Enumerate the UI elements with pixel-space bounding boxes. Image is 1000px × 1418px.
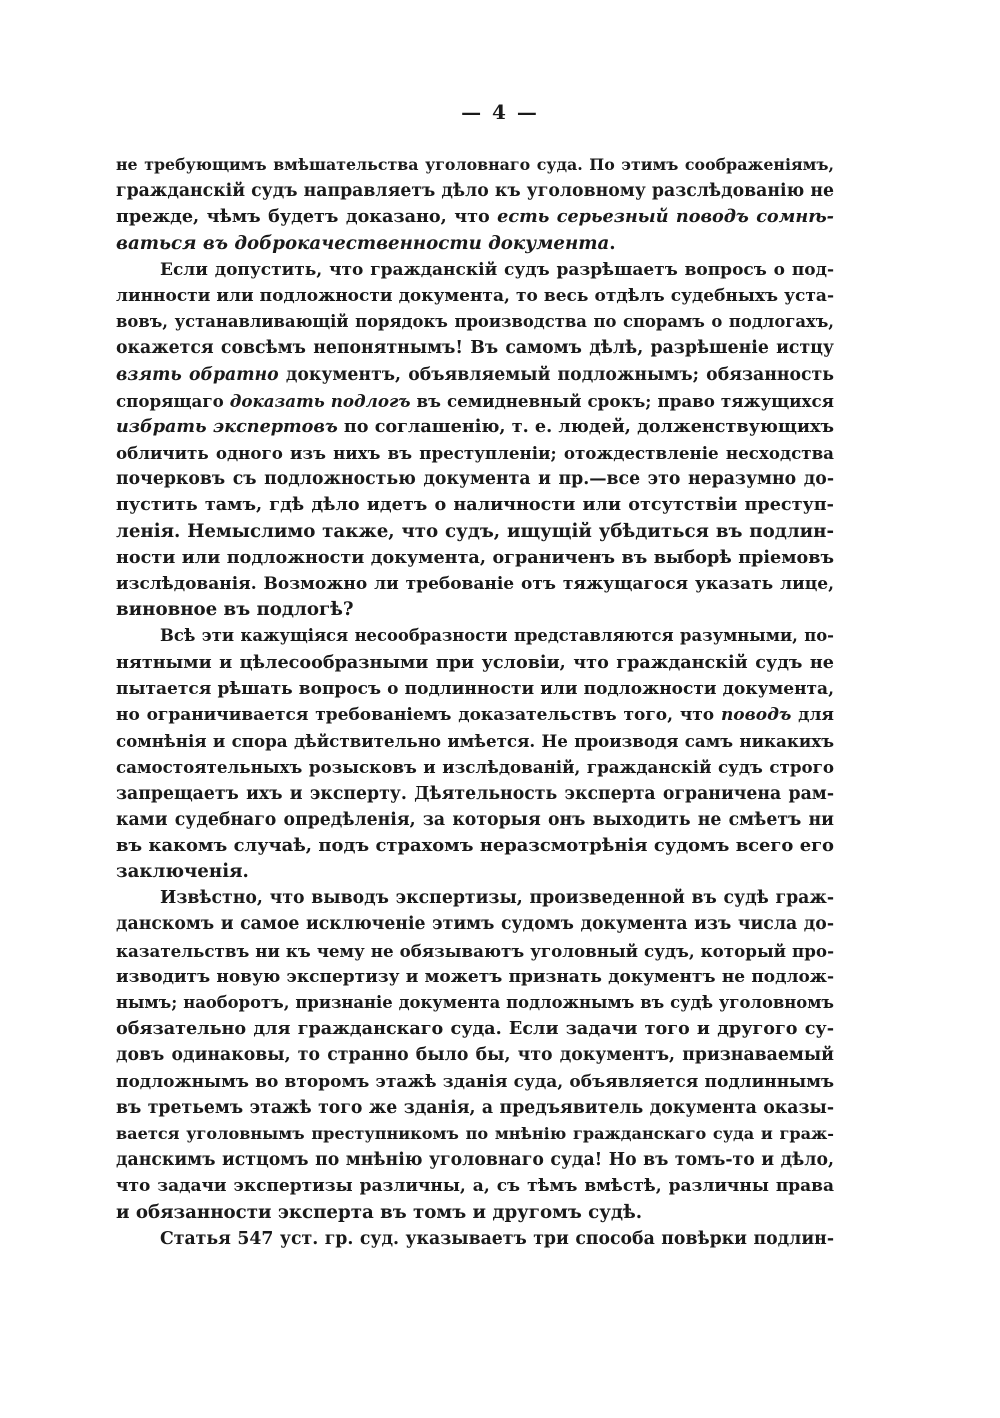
text-segment: нятными и цѣлесообразными при условіи, что гражданскій судъ не	[116, 651, 834, 673]
italic-text: взять обратно	[116, 364, 279, 385]
text-line	[116, 911, 834, 937]
text-line	[116, 309, 834, 335]
text-segment: запрещаетъ ихъ и эксперту. Дѣятельность эксперта ограничена рам-	[116, 783, 834, 804]
text-segment: сомнѣнія и спора дѣйствительно имѣется. Не производя самъ никакихъ	[116, 731, 834, 752]
text-line	[116, 728, 834, 754]
text-segment: казательствъ ни къ чему не обязываютъ уголовный судъ, который про-	[116, 940, 834, 961]
text-line	[116, 938, 834, 964]
text-line	[116, 414, 834, 440]
text-segment: вовъ, устанавливающій порядокъ производства по спорамъ о подлогахъ,	[116, 312, 834, 332]
text-line	[116, 519, 834, 545]
text-segment: виновное въ подлогѣ?	[116, 599, 354, 621]
text-segment: данскимъ истцомъ по мнѣнію уголовнаго суда! Но въ томъ-то и дѣло,	[116, 1150, 834, 1171]
text-segment: по соглашенію, т. е. людей, долженствующихъ	[337, 415, 834, 437]
text-segment: ности или подложности документа, ограниченъ въ выборѣ пріемовъ	[116, 546, 834, 568]
text-segment: что задачи экспертизы различны, а, съ тѣмъ вмѣстѣ, различны права	[116, 1176, 834, 1197]
page-number: — 4 —	[461, 100, 539, 124]
text-line	[116, 702, 834, 728]
text-line	[116, 362, 834, 388]
text-segment: Извѣстно, что выводъ экспертизы, произведенной въ судѣ граж-	[160, 888, 834, 909]
text-segment: нымъ; наоборотъ, признаніе документа подложнымъ въ судѣ уголовномъ	[116, 993, 834, 1012]
text-line	[116, 1147, 834, 1173]
text-segment: почерковъ съ подложностью документа и пр.—все это неразумно до-	[116, 469, 834, 490]
text-segment: подложнымъ во второмъ этажѣ зданія суда, объявляется подлиннымъ	[116, 1071, 834, 1092]
body-text	[116, 152, 834, 1252]
text-segment: .	[609, 232, 616, 254]
text-segment: вается уголовнымъ преступникомъ по мнѣнію гражданскаго суда и граж-	[116, 1123, 834, 1143]
text-segment: для	[791, 704, 834, 725]
text-segment: документъ, объявляемый подложнымъ; обязанность	[278, 364, 834, 385]
text-line	[116, 885, 834, 911]
text-segment: изводитъ новую экспертизу и можетъ признать документъ не подлож-	[116, 966, 834, 987]
text-segment: Если допустить, что гражданскій судъ разрѣшаетъ вопросъ о под-	[160, 259, 834, 280]
text-segment: и обязанности эксперта въ томъ и другомъ судѣ.	[116, 1201, 643, 1223]
text-line	[116, 1121, 834, 1147]
text-line	[116, 178, 834, 204]
italic-text: поводъ	[720, 704, 792, 725]
text-line	[116, 283, 834, 309]
text-segment: прежде, чѣмъ будетъ доказано, что	[116, 206, 498, 228]
text-segment: ленія. Немыслимо также, что судъ, ищущій убѣдиться въ подлин-	[116, 520, 834, 542]
text-segment: обличить одного изъ нихъ въ преступленіи; отождествленіе несходства	[116, 443, 834, 464]
text-line	[116, 388, 834, 414]
italic-text: доказать подлогъ	[229, 390, 411, 411]
text-segment: изслѣдованія. Возможно ли требованіе отъ тяжущагося указать лице,	[116, 574, 834, 594]
text-line	[116, 597, 834, 623]
text-line	[116, 231, 834, 257]
text-line	[116, 1016, 834, 1042]
italic-text: избрать экспертовъ	[116, 415, 338, 437]
text-segment: но ограничивается требованіемъ доказательствъ того, что	[116, 704, 721, 725]
text-line	[116, 650, 834, 676]
text-line	[116, 204, 834, 230]
text-segment: ками судебнаго опредѣленія, за которыя онъ выходить не смѣетъ ни	[116, 809, 834, 830]
text-line	[116, 335, 834, 361]
text-segment: пытается рѣшать вопросъ о подлинности или подложности документа,	[116, 678, 834, 699]
text-line	[116, 781, 834, 807]
text-segment: самостоятельныхъ розысковъ и изслѣдованій, гражданскій судъ строго	[116, 757, 834, 778]
text-segment: въ семидневный срокъ; право тяжущихся	[410, 390, 834, 411]
text-line	[116, 492, 834, 518]
text-segment: окажется совсѣмъ непонятнымъ! Въ самомъ дѣлѣ, разрѣшеніе истцу	[116, 338, 834, 359]
text-line	[116, 1069, 834, 1095]
text-line	[116, 1200, 834, 1226]
text-segment: въ третьемъ этажѣ того же зданія, а предъявитель документа оказы-	[116, 1097, 834, 1118]
text-line	[116, 859, 834, 885]
text-segment: гражданскій судъ направляетъ дѣло къ уголовному разслѣдованію не	[116, 181, 834, 202]
text-line	[116, 990, 834, 1016]
text-segment: довъ одинаковы, то странно было бы, что документъ, признаваемый	[116, 1045, 834, 1066]
text-segment: заключенія.	[116, 861, 249, 883]
text-line	[116, 1042, 834, 1068]
text-line	[116, 676, 834, 702]
text-segment: въ какомъ случаѣ, подъ страхомъ неразсмотрѣнія судомъ всего его	[116, 834, 834, 856]
text-segment: данскомъ и самое исключеніе этимъ судомъ документа изъ числа до-	[116, 914, 834, 935]
text-segment: обязательно для гражданскаго суда. Если задачи того и другого су-	[116, 1018, 834, 1040]
text-line	[116, 1226, 834, 1252]
text-line	[116, 545, 834, 571]
text-line	[116, 440, 834, 466]
text-segment: Статья 547 уст. гр. суд. указываетъ три способа повѣрки подлин-	[160, 1228, 834, 1249]
italic-text: ваться въ доброкачественности документа	[116, 232, 610, 254]
text-line	[116, 1095, 834, 1121]
text-segment: спорящаго	[116, 390, 230, 411]
text-segment: не требующимъ вмѣшательства уголовнаго суда. По этимъ соображеніямъ,	[116, 155, 834, 174]
text-line	[116, 257, 834, 283]
text-line	[116, 754, 834, 780]
text-segment: линности или подложности документа, то весь отдѣлъ судебныхъ уста-	[116, 285, 834, 306]
text-segment: пустить тамъ, гдѣ дѣло идетъ о наличности или отсутствіи преступ-	[116, 494, 834, 516]
text-line	[116, 1173, 834, 1199]
text-line	[116, 964, 834, 990]
text-line	[116, 571, 834, 597]
text-line	[116, 466, 834, 492]
text-line	[116, 807, 834, 833]
italic-text: есть серьезный поводъ сомнѣ-	[497, 206, 834, 228]
text-line	[116, 623, 834, 649]
text-line	[116, 152, 834, 178]
text-line	[116, 833, 834, 859]
text-segment: Всѣ эти кажущіяся несообразности представляются разумными, по-	[160, 626, 834, 646]
